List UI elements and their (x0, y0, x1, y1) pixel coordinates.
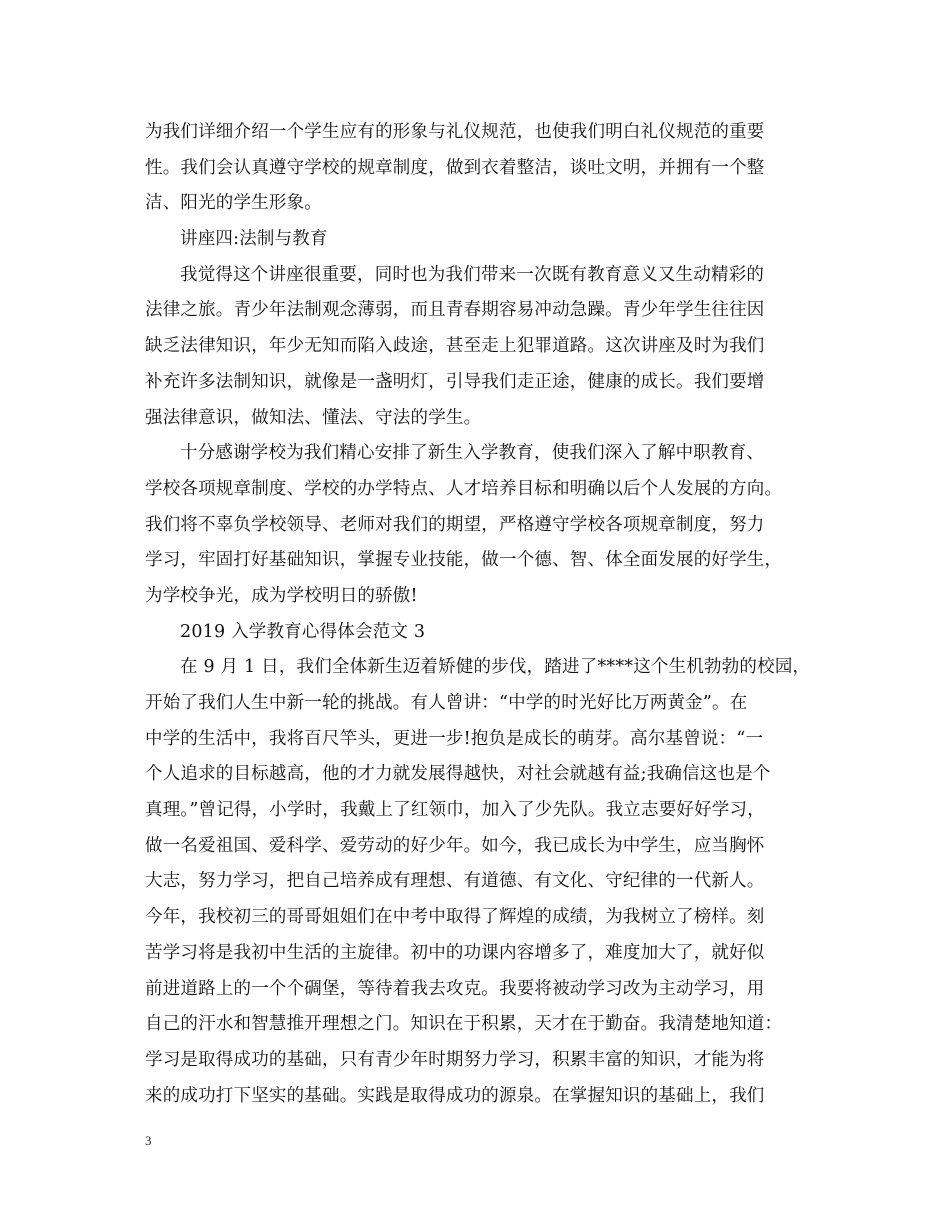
text-line: 十分感谢学校为我们精心安排了新生入学教育，使我们深入了解中职教育、 (180, 443, 765, 464)
text-line: 讲座四:法制与教育 (180, 229, 328, 250)
text-line: 我觉得这个讲座很重要，同时也为我们带来一次既有教育意义又生动精彩的 (180, 264, 765, 285)
text-line: 在 9 月 1 日，我们全体新生迈着矫健的步伐，踏进了****这个生机勃勃的校园， (180, 657, 811, 678)
text-line: 为我们详细介绍一个学生应有的形象与礼仪规范，也使我们明白礼仪规范的重要 (145, 122, 765, 142)
text-line: 学校各项规章制度、学校的办学特点、人才培养目标和明确以后个人发展的方向。 (145, 478, 783, 499)
text-line: 个人追求的目标越高，他的才力就发展得越快，对社会就越有益;我确信这也是个 (145, 764, 771, 785)
text-line: 自己的汗水和智慧推开理想之门。知识在于积累，天才在于勤奋。我清楚地知道： (145, 1014, 783, 1035)
text-line: 我们将不辜负学校领导、老师对我们的期望，严格遵守学校各项规章制度，努力 (145, 514, 765, 535)
text-line: 来的成功打下坚实的基础。实践是取得成功的源泉。在掌握知识的基础上，我们 (145, 1085, 765, 1106)
text-line: 强法律意识，做知法、懂法、守法的学生。 (145, 407, 482, 428)
document-body (145, 115, 815, 1114)
text-line: 2019 入学教育心得体会范文 3 (180, 621, 426, 642)
text-line: 开始了我们人生中新一轮的挑战。有人曾讲：“中学的时光好比万两黄金”。在 (145, 693, 748, 713)
text-line: 缺乏法律知识，年少无知而陷入歧途，甚至走上犯罪道路。这次讲座及时为我们 (145, 336, 765, 357)
text-line: 做一名爱祖国、爱科学、爱劳动的好少年。如今，我已成长为中学生，应当胸怀 (145, 835, 765, 856)
text-line: 性。我们会认真遵守学校的规章制度，做到衣着整洁，谈吐文明，并拥有一个整 (145, 157, 765, 178)
text-line: 补充许多法制知识，就像是一盏明灯，引导我们走正途，健康的成长。我们要增 (145, 371, 765, 392)
page-number: 3 (145, 1133, 152, 1148)
text-line: 真理。”曾记得，小学时，我戴上了红领巾，加入了少先队。我立志要好好学习， (145, 800, 765, 821)
text-line: 学习是取得成功的基础，只有青少年时期努力学习，积累丰富的知识，才能为将 (145, 1049, 765, 1070)
text-line: 前进道路上的一个个碉堡，等待着我去攻克。我要将被动学习改为主动学习，用 (145, 978, 765, 999)
text-line: 学习，牢固打好基础知识，掌握专业技能，做一个德、智、体全面发展的好学生， (145, 550, 783, 571)
text-line: 大志，努力学习，把自己培养成有理想、有道德、有文化、守纪律的一代新人。 (145, 871, 765, 892)
text-line: 洁、阳光的学生形象。 (145, 193, 322, 214)
text-line: 中学的生活中，我将百尺竿头，更进一步!抱负是成长的萌芽。高尔基曾说：“一 (145, 728, 764, 749)
text-line: 苦学习将是我初中生活的主旋律。初中的功课内容增多了，难度加大了，就好似 (145, 942, 765, 963)
text-line: 为学校争光，成为学校明日的骄傲! (145, 585, 418, 606)
text-line: 今年，我校初三的哥哥姐姐们在中考中取得了辉煌的成绩，为我树立了榜样。刻 (145, 907, 765, 928)
text-line: 法律之旅。青少年法制观念薄弱，而且青春期容易冲动急躁。青少年学生往往因 (145, 300, 765, 321)
